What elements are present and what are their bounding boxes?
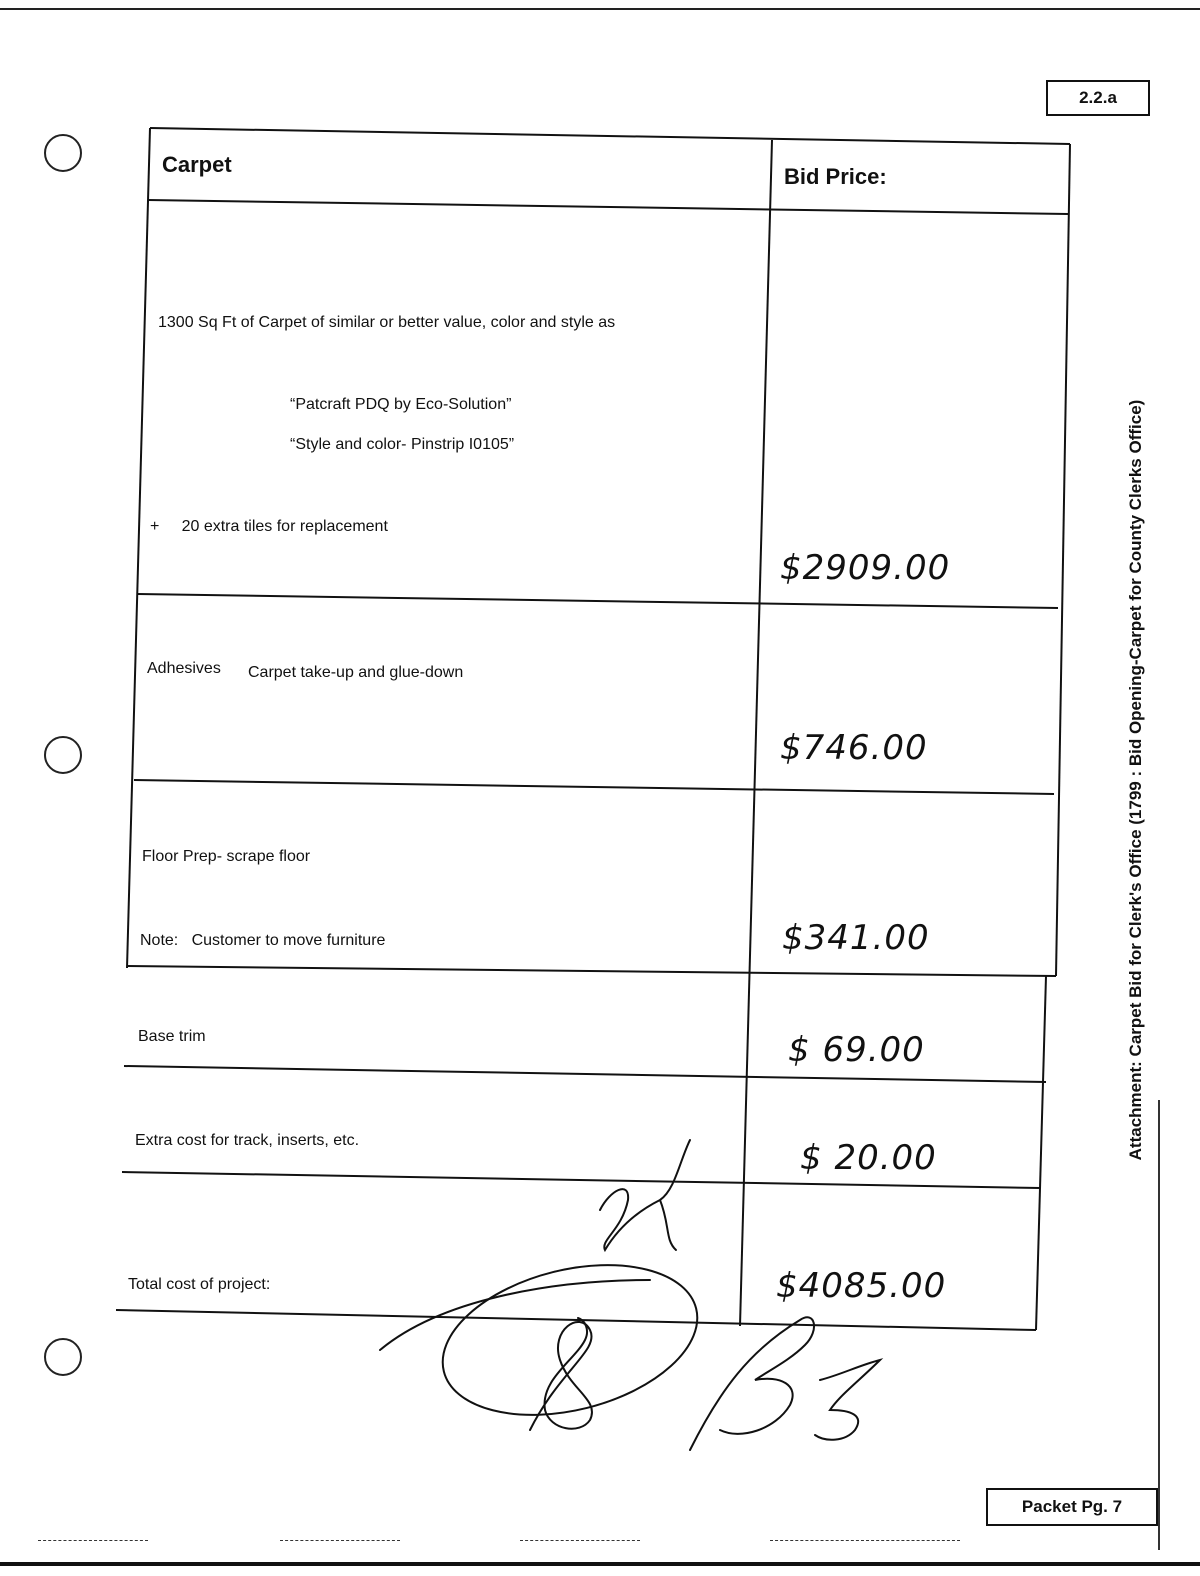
carpet-style-quote: “Style and color- Pinstrip I0105” bbox=[290, 436, 515, 453]
header-carpet: Carpet bbox=[162, 152, 232, 177]
scan-artifact-line bbox=[280, 1540, 400, 1541]
floor-prep-price: $341.00 bbox=[782, 918, 930, 958]
adhesives-label: Adhesives bbox=[147, 660, 221, 677]
base-trim-price: $ 69.00 bbox=[788, 1030, 925, 1070]
scan-artifact-line bbox=[520, 1540, 640, 1541]
packet-page-number: Packet Pg. 7 bbox=[986, 1488, 1158, 1526]
adhesives-price: $746.00 bbox=[780, 728, 928, 768]
carpet-extra-tiles: + 20 extra tiles for replacement bbox=[150, 518, 388, 535]
extra-cost-price: $ 20.00 bbox=[800, 1138, 937, 1178]
floor-prep-label: Floor Prep- scrape floor bbox=[142, 848, 311, 865]
total-price: $4085.00 bbox=[776, 1266, 947, 1306]
table-top-line bbox=[150, 128, 1070, 144]
attachment-caption: Attachment: Carpet Bid for Clerk's Office (1799 : Bid Opening-Carpet for County Clerks Office) bbox=[1126, 399, 1145, 1161]
carpet-price: $2909.00 bbox=[780, 548, 951, 588]
carpet-description: 1300 Sq Ft of Carpet of similar or better value, color and style as bbox=[158, 314, 616, 331]
row-line bbox=[127, 966, 1056, 976]
handwritten-initials-signature bbox=[360, 1130, 920, 1460]
scan-artifact-line bbox=[38, 1540, 148, 1541]
base-trim-label: Base trim bbox=[138, 1028, 206, 1045]
table-left-line bbox=[127, 128, 150, 968]
row-line bbox=[134, 780, 1054, 794]
total-label: Total cost of project: bbox=[128, 1276, 271, 1293]
row-line bbox=[138, 594, 1058, 608]
row-line bbox=[148, 200, 1068, 214]
page-tag: 2.2.a bbox=[1046, 80, 1150, 116]
adhesives-detail: Carpet take-up and glue-down bbox=[248, 664, 464, 681]
table-right-line-lower bbox=[1036, 976, 1046, 1330]
floor-prep-note: Note: Customer to move furniture bbox=[140, 932, 386, 949]
scan-artifact-line bbox=[770, 1540, 960, 1541]
extra-cost-label: Extra cost for track, inserts, etc. bbox=[135, 1132, 360, 1149]
table-right-line bbox=[1056, 144, 1070, 976]
carpet-product-quote: “Patcraft PDQ by Eco-Solution” bbox=[290, 396, 512, 413]
header-bid-price: Bid Price: bbox=[784, 164, 887, 189]
